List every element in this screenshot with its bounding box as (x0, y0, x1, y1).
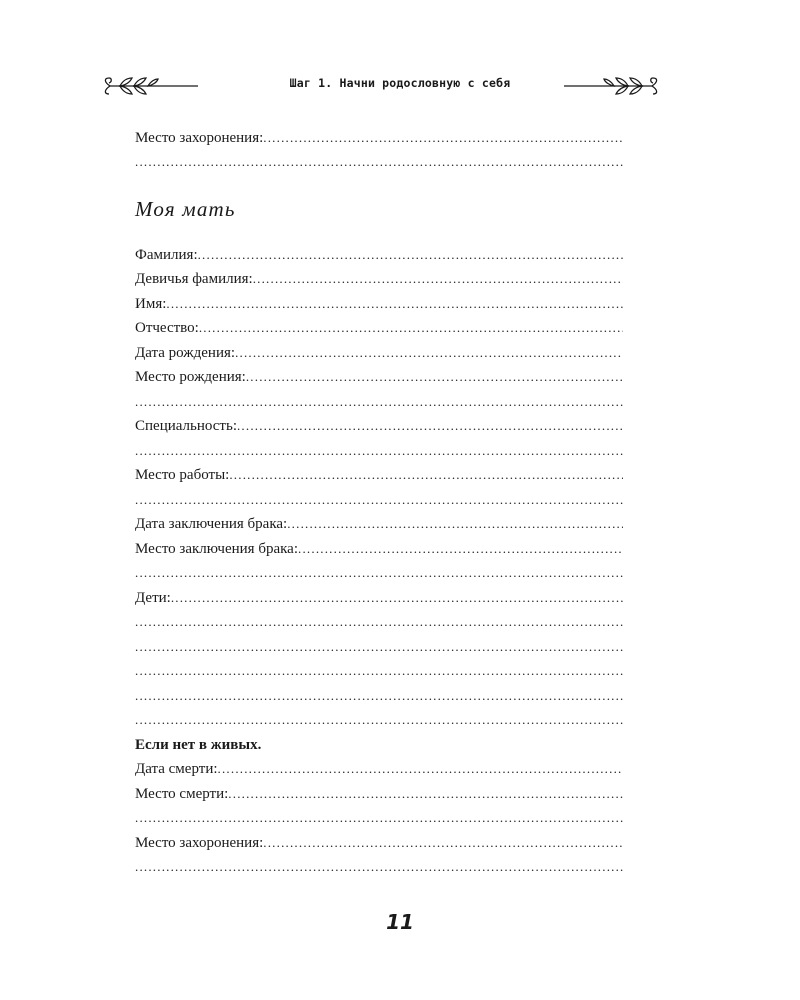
fill-in-line (135, 491, 623, 509)
specialty-field[interactable]: Специальность: ..... (135, 411, 623, 436)
fill-in-line (171, 589, 623, 607)
deceased-heading: Если нет в живых. (135, 736, 262, 753)
fill-in-line (166, 295, 623, 313)
surname-field[interactable]: Фамилия: ..... (135, 239, 623, 264)
birth-date-field[interactable]: Дата рождения: ..... (135, 337, 623, 362)
page-header (0, 70, 800, 100)
continuation-line[interactable] (135, 803, 623, 828)
marriage-date-field[interactable]: Дата заключения брака: ..... (135, 509, 623, 534)
section-title: Моя мать (135, 197, 236, 221)
birth-place-field[interactable]: Место рождения: ..... (135, 362, 623, 387)
fill-in-line (135, 809, 623, 827)
fill-in-line (135, 711, 623, 729)
fill-in-line (198, 246, 623, 264)
fill-in-line (135, 393, 623, 411)
maiden-name-field[interactable]: Девичья фамилия: ..... (135, 264, 623, 289)
continuation-line[interactable] (135, 680, 623, 705)
fill-in-line (237, 417, 623, 435)
fill-in-line (298, 540, 623, 558)
fill-in-line (135, 687, 623, 705)
page-number: 11 (386, 910, 414, 934)
fill-in-line (263, 834, 623, 852)
fill-in-line (135, 153, 623, 171)
fill-in-line (229, 466, 623, 484)
fill-in-line (135, 858, 623, 876)
continuation-line[interactable] (135, 852, 623, 877)
fill-in-line (246, 368, 623, 386)
fill-in-line (263, 129, 623, 147)
burial-place-field[interactable]: Место захоронения: ..... (135, 122, 623, 147)
fill-in-line (253, 270, 623, 288)
continuation-line[interactable] (135, 607, 623, 632)
running-header-title: Шаг 1. Начни родословную с себя (289, 76, 511, 90)
death-place-field[interactable]: Место смерти: ..... (135, 778, 623, 803)
fill-in-line (218, 760, 623, 778)
continuation-line[interactable] (135, 147, 623, 172)
children-field[interactable]: Дети: ..... (135, 582, 623, 607)
fill-in-line (287, 515, 623, 533)
fill-in-line (199, 319, 623, 337)
patronymic-field[interactable]: Отчество: ..... (135, 313, 623, 338)
continuation-line[interactable] (135, 435, 623, 460)
continuation-line[interactable] (135, 558, 623, 583)
fill-in-line (135, 613, 623, 631)
continuation-line[interactable] (135, 484, 623, 509)
continuation-line[interactable] (135, 656, 623, 681)
workplace-field[interactable]: Место работы: ..... (135, 460, 623, 485)
fill-in-line (135, 564, 623, 582)
continuation-line[interactable] (135, 705, 623, 730)
fill-in-line (135, 442, 623, 460)
form-content (135, 122, 623, 876)
fill-in-line (135, 662, 623, 680)
death-date-field[interactable]: Дата смерти: ..... (135, 754, 623, 779)
mother-burial-place-field[interactable]: Место захоронения: ..... (135, 827, 623, 852)
continuation-line[interactable] (135, 631, 623, 656)
fill-in-line (135, 638, 623, 656)
continuation-line[interactable] (135, 386, 623, 411)
fill-in-line (235, 344, 623, 362)
leaf-branch-icon (562, 70, 662, 100)
marriage-place-field[interactable]: Место заключения брака: ..... (135, 533, 623, 558)
fill-in-line (228, 785, 623, 803)
first-name-field[interactable]: Имя: ..... (135, 288, 623, 313)
